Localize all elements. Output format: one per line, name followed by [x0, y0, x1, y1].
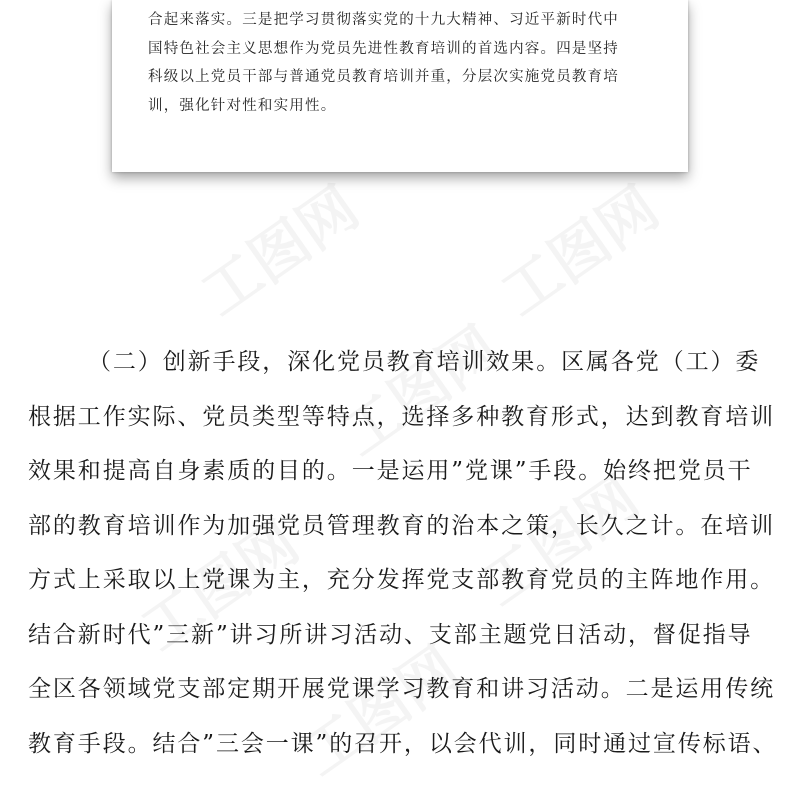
excerpt-text	[148, 6, 664, 120]
paragraph-line: 结合新时代”三新”讲习所讲习活动、支部主题党日活动，督促指导	[28, 621, 753, 648]
excerpt-line: 国特色社会主义思想作为党员先进性教育培训的首选内容。四是坚持	[148, 40, 619, 57]
paragraph-line: 方式上采取以上党课为主，充分发挥党支部教育党员的主阵地作用。	[28, 567, 775, 593]
excerpt-card	[112, 0, 688, 172]
paragraph-line: 部的教育培训作为加强党员管理教育的治本之策，长久之计。在培训	[28, 512, 775, 539]
body-paragraph	[28, 335, 778, 771]
paragraph-line: （二）创新手段，深化党员教育培训效果。区属各党（工）委	[88, 349, 761, 375]
watermark	[182, 163, 373, 332]
paragraph-line: 效果和提高自身素质的目的。一是运用”党课”手段。始终把党员干	[28, 458, 753, 484]
paragraph-line: 根据工作实际、党员类型等特点，选择多种教育形式，达到教育培训	[28, 403, 775, 430]
watermark	[482, 163, 673, 332]
excerpt-line: 科级以上党员干部与普通党员教育培训并重，分层次实施党员教育培	[148, 69, 619, 85]
paragraph-line: 全区各领域党支部定期开展党课学习教育和讲习活动。二是运用传统	[28, 676, 775, 702]
excerpt-line: 训，强化针对性和实用性。	[148, 97, 337, 114]
excerpt-line: 合起来落实。三是把学习贯彻落实党的十九大精神、习近平新时代中	[148, 12, 619, 28]
paragraph-line: 教育手段。结合”三会一课”的召开，以会代训，同时通过宣传标语、	[28, 730, 778, 757]
